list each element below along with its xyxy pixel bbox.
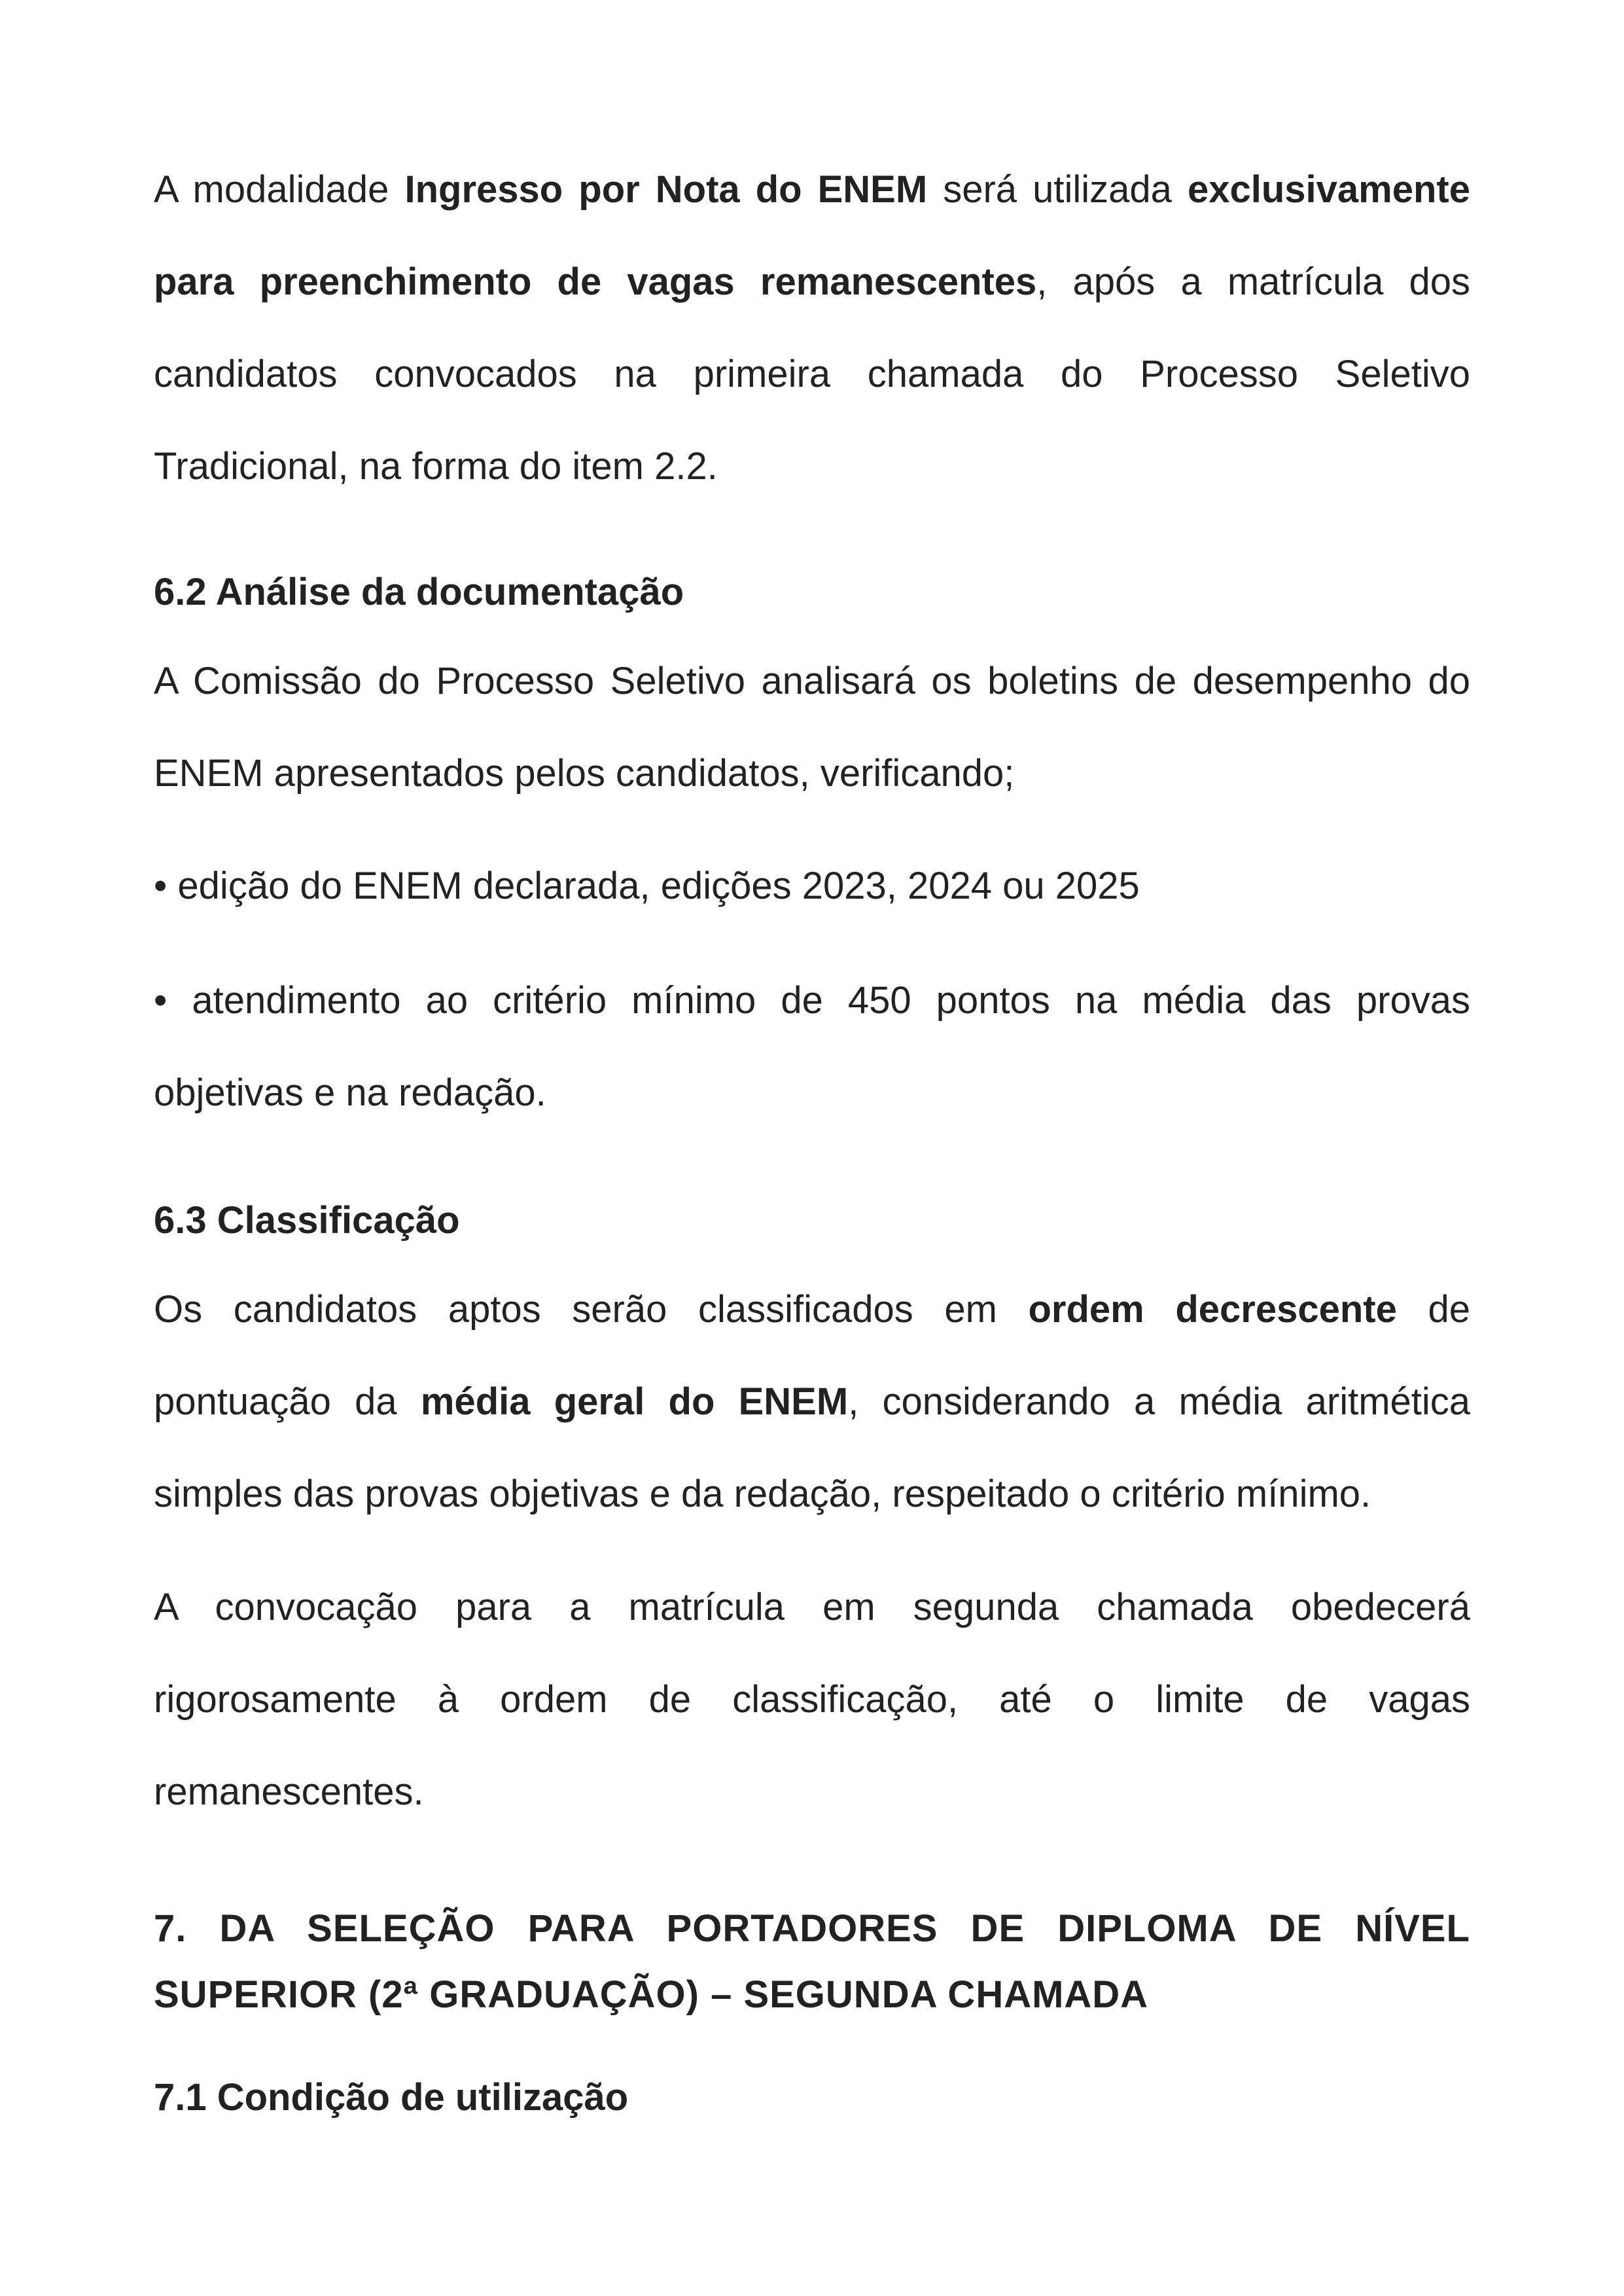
bold-text: Ingresso por Nota do ENEM: [404, 168, 928, 211]
paragraph-second-call: A convocação para a matrícula em segunda chamada obedecerá rigorosamente à ordem de classificação, até o limite de vagas remanescentes.: [154, 1586, 1470, 1813]
section-heading-6-3: 6.3 Classificação: [154, 1199, 460, 1242]
section-heading-7-1: 7.1 Condição de utilização: [154, 2076, 629, 2119]
bold-text: ordem decrescente: [1028, 1288, 1397, 1331]
bullet-item-enem-edition: • edição do ENEM declarada, edições 2023, 2024 ou 2025: [154, 865, 1140, 907]
text-span: A modalidade: [154, 168, 405, 211]
paragraph-enem-modality: [154, 143, 1470, 512]
section-heading-7: 7. DA SELEÇÃO PARA PORTADORES DE DIPLOMA DE NÍVEL SUPERIOR (2ª GRADUAÇÃO) – SEGUNDA CHAMADA: [154, 1907, 1470, 2016]
bullet-item-minimum-score: • atendimento ao critério mínimo de 450 pontos na média das provas objetivas e na redação.: [154, 979, 1470, 1114]
bold-text: exclusivamente para preenchimento de vagas remanescentes: [154, 168, 1470, 303]
text-span: de pontuação da: [154, 1288, 1470, 1423]
section-heading-6-2: 6.2 Análise da documentação: [154, 571, 684, 613]
paragraph-classification: [154, 1263, 1470, 1540]
paragraph-documentation-analysis: A Comissão do Processo Seletivo analisará os boletins de desempenho do ENEM apresentados pelos candidatos, verificando;: [154, 660, 1470, 795]
text-span: será utilizada: [927, 168, 1188, 211]
text-span: , considerando a média aritmética simples das provas objetivas e da redação, respeitado o critério mínimo.: [154, 1380, 1471, 1515]
bold-text: média geral do ENEM: [420, 1380, 849, 1423]
text-span: Os candidatos aptos serão classificados em: [154, 1288, 1029, 1331]
text-span: , após a matrícula dos candidatos convocados na primeira chamada do Processo Seletivo Tradicional, na forma do item 2.2.: [154, 260, 1470, 488]
